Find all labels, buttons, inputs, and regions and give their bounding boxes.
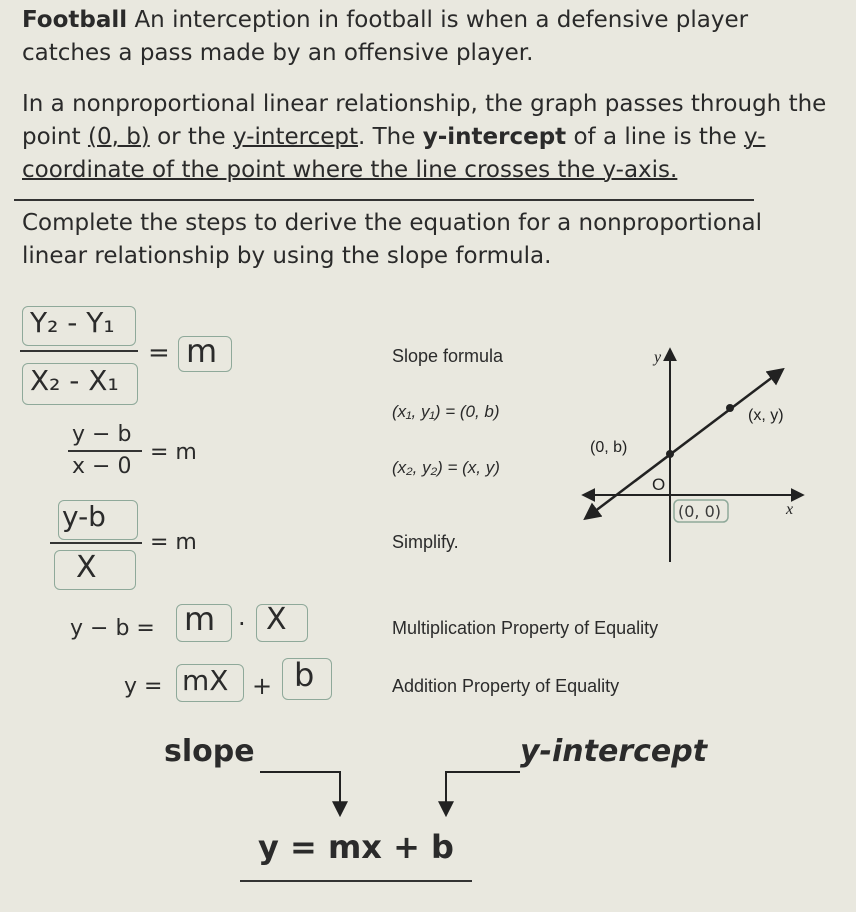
reason-addition: Addition Property of Equality — [392, 676, 620, 696]
definition-text-2: or the — [149, 124, 233, 150]
line-graph — [570, 340, 810, 570]
instructions-paragraph: Complete the steps to derive the equation for a nonproportional linear relationship by using the slope formula. — [22, 210, 763, 269]
definition-paragraph — [22, 88, 842, 187]
definition-text-4: of a line is the — [566, 124, 744, 150]
s1-equals: = — [148, 338, 170, 368]
intro-text: An interception in football is when a defensive player catches a pass made by an offensive player. — [22, 7, 749, 66]
equation-underline — [240, 880, 472, 882]
s4-lhs: y − b = — [70, 616, 155, 641]
slope-arrow — [260, 772, 340, 814]
graph-x-label: x — [786, 501, 794, 518]
summary-slope: slope — [164, 734, 255, 769]
s3-numerator: y-b — [62, 500, 106, 533]
yint-arrow — [446, 772, 520, 814]
definition-yint-bold: y-intercept — [422, 124, 567, 150]
intro-heading: Football — [22, 7, 128, 33]
s2-rhs: = m — [150, 440, 197, 465]
reason-simplify: Simplify. — [392, 532, 459, 552]
reason-multiplication: Multiplication Property of Equality — [392, 618, 659, 638]
graph-point-0b-label: (0, b) — [590, 439, 628, 456]
s4-dot: · — [238, 610, 246, 638]
definition-point: (0, b) — [87, 124, 150, 150]
definition-text-5: y-coordinate of the point where the line crosses the y-axis. — [22, 124, 766, 183]
s2-numerator: y − b — [72, 422, 132, 447]
definition-text-3: . The — [358, 124, 423, 150]
point-xy-dot — [726, 404, 734, 412]
intro-paragraph — [22, 4, 832, 70]
s4-a: m — [184, 600, 216, 638]
s4-b: X — [266, 602, 287, 637]
s5-b: b — [294, 656, 315, 694]
graph-origin-label: O — [652, 475, 666, 494]
s1-numerator: Y₂ - Y₁ — [30, 306, 115, 339]
graph-point-xy-label: (x, y) — [748, 407, 784, 424]
underline-rule — [14, 199, 754, 201]
s5-a: mX — [182, 664, 229, 697]
reason-slope-formula: Slope formula — [392, 346, 504, 366]
s5-lhs: y = — [124, 674, 163, 699]
s3-denominator: X — [76, 550, 97, 585]
reason-point-1: (x₁, y₁) = (0, b) — [392, 402, 500, 421]
s3-rhs: = m — [150, 530, 197, 555]
summary-equation: y = mx + b — [258, 828, 454, 866]
s2-denominator: x − 0 — [72, 454, 132, 479]
graph-point-00-label: (0, 0) — [678, 502, 722, 521]
graph-y-label: y — [654, 349, 662, 366]
s1-rhs: m — [186, 332, 218, 370]
s5-plus: + — [252, 672, 273, 700]
summary-yint: y-intercept — [520, 734, 708, 769]
s3-fraction-bar — [50, 542, 142, 544]
reason-point-2: (x₂, y₂) = (x, y) — [392, 458, 500, 477]
s1-denominator: X₂ - X₁ — [30, 364, 119, 397]
point-0b-dot — [666, 450, 674, 458]
definition-yint-term: y-intercept — [233, 124, 359, 150]
s2-fraction-bar — [68, 450, 142, 452]
definition-text-1: In a nonproportional linear relationship, the graph passes through the point — [22, 91, 827, 150]
summary-arrows — [250, 760, 530, 820]
s1-fraction-bar — [20, 350, 138, 352]
